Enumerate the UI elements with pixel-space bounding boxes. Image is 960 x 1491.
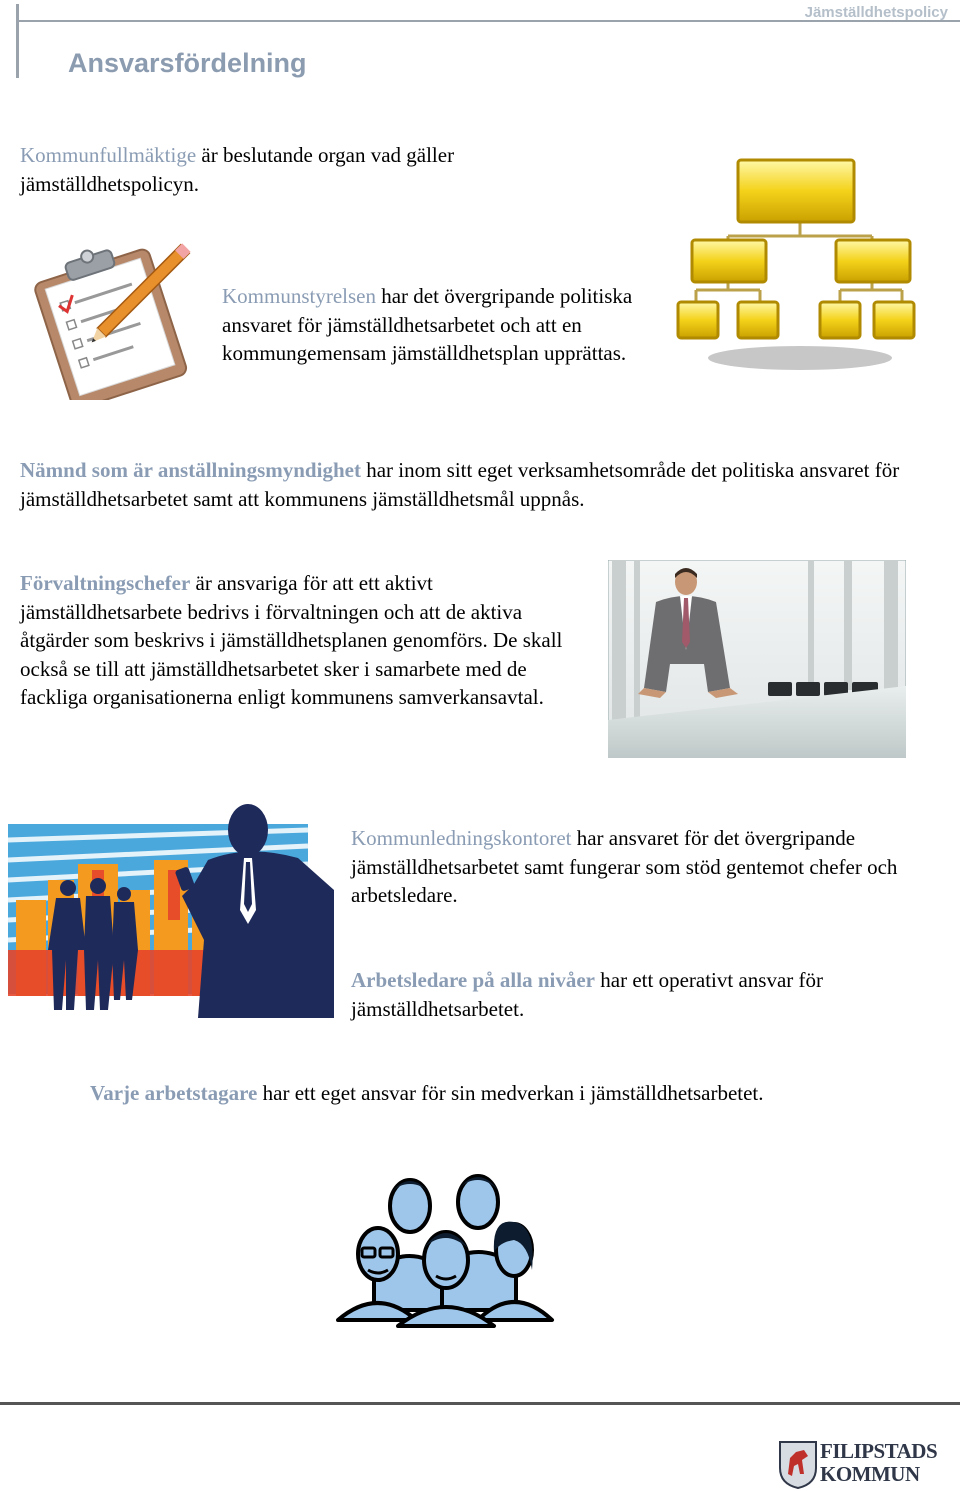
paragraph-arbetstagare bbox=[90, 1079, 950, 1108]
org-chart-icon bbox=[676, 156, 920, 376]
paragraph-text: är ansvariga för att ett aktivt jämställdhetsarbete bedrivs i förvaltningen och att de aktiva åtgärder som beskrivs i jämställdhetsplanen genomförs. De skall också se till att jämställdhetsarbetet sker i samarbete med de fackliga organisationerna enligt kommunens samverkansavtal. bbox=[20, 571, 563, 709]
paragraph-kommunstyrelsen bbox=[222, 282, 662, 368]
people-group-icon bbox=[332, 1160, 556, 1328]
highlight-term: Varje arbetstagare bbox=[90, 1081, 258, 1105]
paragraph-text: har inom sitt eget verksamhetsområde det politiska ansvaret för jämställdhetsarbetet samt att kommunens jämställdhetsmål uppnås. bbox=[20, 458, 900, 511]
page-title: Ansvarsfördelning bbox=[68, 48, 307, 78]
header-title: Jämställdhetspolicy bbox=[804, 4, 948, 21]
paragraph-forvaltningschefer bbox=[20, 569, 590, 712]
highlight-term: Nämnd som är anställningsmyndighet bbox=[20, 458, 361, 482]
footer-rule bbox=[0, 1402, 960, 1405]
paragraph-arbetsledare bbox=[351, 966, 941, 1023]
paragraph-text: har ett eget ansvar för sin medverkan i jämställdhetsarbetet. bbox=[257, 1081, 764, 1105]
logo-line-1: FILIPSTADS bbox=[820, 1439, 938, 1463]
paragraph-text: har ansvaret för det övergripande jämställdhetsarbetet samt fungerar som stöd gentemot chefer och arbetsledare. bbox=[351, 826, 898, 907]
logo-text bbox=[820, 1440, 937, 1486]
businessman-photo bbox=[608, 560, 906, 758]
paragraph-kommunledningskontoret bbox=[351, 824, 941, 910]
paragraph-namnd bbox=[20, 456, 950, 513]
clipboard-icon bbox=[24, 240, 200, 400]
paragraph-text: är beslutande organ vad gäller jämställdhetspolicyn. bbox=[20, 143, 455, 196]
highlight-term: Kommunfullmäktige bbox=[20, 143, 197, 167]
highlight-term: Kommunledningskontoret bbox=[351, 826, 572, 850]
paragraph-text: har det övergripande politiska ansvaret för jämställdhetsarbetet och att en kommungemensam jämställdhetsplan upprättas. bbox=[222, 284, 633, 365]
paragraph-text: har ett operativt ansvar för jämställdhetsarbetet. bbox=[351, 968, 824, 1021]
filipstad-logo bbox=[776, 1438, 820, 1490]
header-vertical-rule bbox=[16, 4, 19, 78]
highlight-term: Kommunstyrelsen bbox=[222, 284, 376, 308]
paragraph-kommunfullmaktige bbox=[20, 141, 580, 198]
logo-line-2: KOMMUN bbox=[820, 1462, 920, 1486]
business-silhouettes-illustration bbox=[8, 800, 334, 1018]
highlight-term: Förvaltningschefer bbox=[20, 571, 191, 595]
highlight-term: Arbetsledare på alla nivåer bbox=[351, 968, 596, 992]
